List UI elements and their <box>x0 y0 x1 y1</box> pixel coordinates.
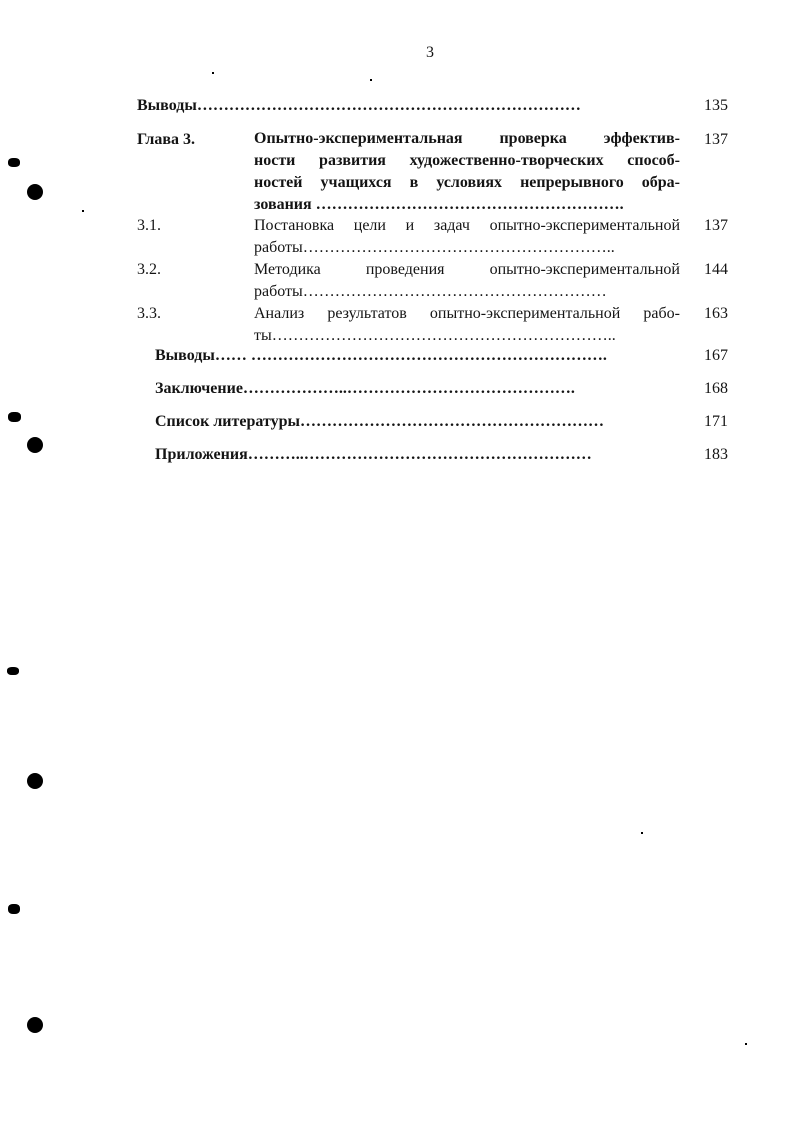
chapter-3-title-line-3: ностей учащихся в условиях непрерывного обра- <box>254 174 680 191</box>
section-3-3-title-line-2: ты……………………………………………………….. <box>254 327 616 344</box>
section-3-1-page: 137 <box>704 217 728 234</box>
section-3-2-page: 144 <box>704 261 728 278</box>
scan-mark <box>8 904 20 914</box>
scan-mark <box>7 667 19 675</box>
chapter-3-page: 137 <box>704 131 728 148</box>
section-3-3-label: 3.3. <box>137 305 161 322</box>
toc-page-appendices: 183 <box>704 446 728 463</box>
section-3-2-title-line-1: Методика проведения опытно-экспериментальной <box>254 261 680 278</box>
toc-entry-conclusions-2: Выводы…… …………………………………………………………. <box>155 347 607 364</box>
punch-hole <box>27 437 43 453</box>
toc-page-conclusions-1: 135 <box>704 97 728 114</box>
section-3-1-title-line-1: Постановка цели и задач опытно-экспериментальной <box>254 217 680 234</box>
toc-page-bibliography: 171 <box>704 413 728 430</box>
scan-speck <box>745 1043 747 1045</box>
toc-entry-conclusions-1: Выводы……………………………………………………………… <box>137 97 581 114</box>
page-number: 3 <box>426 44 434 61</box>
scan-speck <box>212 72 214 74</box>
scan-mark <box>8 412 21 422</box>
toc-page-final-conclusion: 168 <box>704 380 728 397</box>
section-3-3-page: 163 <box>704 305 728 322</box>
chapter-3-title-line-1: Опытно-экспериментальная проверка эффектив- <box>254 130 680 147</box>
section-3-2-title-line-2: работы………………………………………………… <box>254 283 607 300</box>
section-3-1-label: 3.1. <box>137 217 161 234</box>
toc-page-conclusions-2: 167 <box>704 347 728 364</box>
section-3-2-label: 3.2. <box>137 261 161 278</box>
punch-hole <box>27 184 43 200</box>
toc-entry-final-conclusion: Заключение………………..……………………………………. <box>155 380 575 397</box>
section-3-1-title-line-2: работы………………………………………………….. <box>254 239 615 256</box>
toc-entry-bibliography: Список литературы………………………………………………… <box>155 413 604 430</box>
chapter-3-label: Глава 3. <box>137 131 195 148</box>
chapter-3-title-line-4: зования …………………………………………………. <box>254 196 624 213</box>
scan-mark <box>8 158 20 167</box>
section-3-3-title-line-1: Анализ результатов опытно-экспериментальной рабо- <box>254 305 680 322</box>
scan-speck <box>82 210 84 212</box>
punch-hole <box>27 773 43 789</box>
chapter-3-title-line-2: ности развития художественно-творческих способ- <box>254 152 680 169</box>
punch-hole <box>27 1017 43 1033</box>
toc-entry-appendices: Приложения………..……………………………………………… <box>155 446 592 463</box>
scan-speck <box>641 832 643 834</box>
scan-speck <box>370 79 372 81</box>
